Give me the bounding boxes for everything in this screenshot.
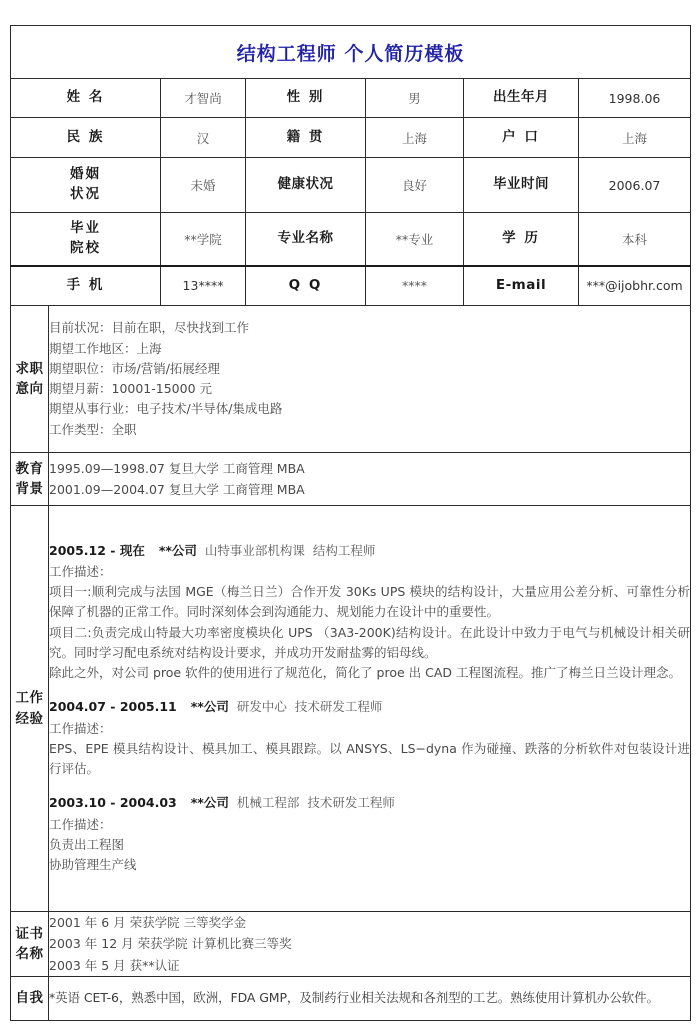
section-label-certificates [11,912,49,977]
field-label-school-line2: 院校 [70,239,101,256]
experience-spacer [49,685,690,696]
section-self-evaluation [11,977,691,1021]
field-label-name: 姓 名 [11,79,161,118]
experience-period: 2005.12 - 现在 [49,542,145,558]
experience-paragraph: 项目二:负责完成山特最大功率密度模块化 UPS （3A3-200K)结构设计。在此设计中致力于电气与机械设计相关研究。同时学习配电系统对结构设计要求，并成功开发耐盐雾的铝母线。 [49,624,691,660]
section-job-intention [11,306,691,453]
section-label-education [11,453,49,506]
experience-period: 2003.10 - 2004.03 [49,795,177,811]
field-label-ethnicity: 民 族 [11,118,161,158]
section-label-self-evaluation: 自我 [11,977,49,1021]
self-evaluation-text: *英语 CET-6，熟悉中国，欧洲，FDA GMP，及制药行业相关法规和各剂型的工艺。熟练使用计算机办公软件。 [49,990,659,1006]
field-value-health[interactable]: 良好 [366,158,464,213]
experience-position: 技术研发工程师 [307,795,395,811]
section-label-experience-line2: 经验 [15,710,44,727]
table-row-school [11,213,691,266]
experience-entry-header [49,696,690,717]
field-label-degree: 学 历 [464,213,579,266]
field-label-school [11,213,161,266]
title-row [11,26,691,79]
section-education [11,453,691,506]
field-label-phone: 手 机 [11,266,161,306]
field-value-origin[interactable]: 上海 [366,118,464,158]
section-label-certificates-line1: 证书 [15,925,44,942]
experience-company: **公司 [158,542,197,558]
section-body-education [49,453,691,506]
certificate-entry: 2001 年 6 月 荣获学院 三等奖学金 [49,915,247,931]
field-label-major: 专业名称 [246,213,366,266]
field-label-marital-line1: 婚姻 [70,166,101,183]
section-label-experience [11,506,49,912]
experience-department: 山特事业部机构课 [204,542,305,558]
field-label-marital-line2: 状况 [70,186,101,202]
section-body-job-intention [49,306,691,453]
section-body-certificates [49,912,691,977]
experience-period: 2004.07 - 2005.11 [49,699,177,715]
field-label-email: E-mail [464,266,579,306]
job-intention-line: 工作类型：全职 [49,421,137,437]
field-value-graduation-date[interactable]: 2006.07 [579,158,691,213]
field-label-graduation-date: 毕业时间 [464,158,579,213]
section-certificates [11,912,691,977]
education-entry: 1995.09—1998.07 复旦大学 工商管理 MBA [49,460,305,476]
certificate-entry: 2003 年 5 月 获**认证 [49,957,180,973]
field-value-ethnicity[interactable]: 汉 [161,118,246,158]
certificate-entry: 2003 年 12 月 荣获学院 计算机比赛三等奖 [49,936,292,952]
table-row-ethnicity [11,118,691,158]
experience-position: 技术研发工程师 [294,699,383,715]
section-label-job-intention-line1: 求职 [15,360,44,377]
field-value-gender[interactable]: 男 [366,79,464,118]
experience-desc-label: 工作描述： [49,720,112,736]
experience-entry [49,792,690,875]
education-entry: 2001.09—2004.07 复旦大学 工商管理 MBA [49,482,305,497]
experience-company: **公司 [190,699,229,715]
table-row-name [11,79,691,118]
experience-paragraph: 协助管理生产线 [49,857,137,873]
experience-spacer [49,781,690,792]
experience-department: 研发中心 [236,699,287,715]
field-value-major[interactable]: **专业 [366,213,464,266]
table-row-contact [11,266,691,306]
field-label-school-line1: 毕业 [70,220,101,237]
field-value-marital[interactable]: 未婚 [161,158,246,213]
field-label-birthdate: 出生年月 [464,79,579,118]
experience-paragraph: 项目一:顺利完成与法国 MGE（梅兰日兰）合作开发 30Ks UPS 模块的结构设计，大量应用公差分析、可靠性分析保障了机器的正常工作。同时深刻体会到沟通能力、规划能力在设计中的重要性。 [49,584,691,620]
field-label-qq: Q Q [246,266,366,306]
section-experience [11,506,691,912]
field-value-email[interactable]: ***@ijobhr.com [579,266,691,306]
resume-table [10,25,691,1021]
table-row-marital [11,158,691,213]
section-label-job-intention [11,306,49,453]
experience-entry [49,540,690,684]
experience-entry-header [49,792,690,813]
page-title [11,26,691,79]
field-value-degree[interactable]: 本科 [579,213,691,266]
section-label-job-intention-line2: 意向 [15,381,44,397]
field-label-origin: 籍 贯 [246,118,366,158]
field-value-phone[interactable]: 13**** [161,266,246,306]
experience-position: 结构工程师 [312,542,376,558]
experience-desc-label: 工作描述： [49,563,112,579]
experience-paragraph: 负责出工程图 [49,836,125,852]
section-label-certificates-line2: 名称 [15,946,44,962]
experience-entry-header [49,540,690,561]
experience-department: 机械工程部 [236,795,300,811]
section-label-education-line2: 背景 [15,481,44,497]
field-label-marital [11,158,161,213]
field-value-name[interactable]: 才智尚 [161,79,246,118]
field-value-school[interactable]: **学院 [161,213,246,266]
experience-entry [49,696,690,779]
field-label-gender: 性 别 [246,79,366,118]
field-value-qq[interactable]: **** [366,266,464,306]
field-label-health: 健康状况 [246,158,366,213]
job-intention-line: 期望月薪：10001-15000 元 [49,381,213,396]
job-intention-line: 期望工作地区：上海 [49,340,162,356]
field-label-residence: 户 口 [464,118,579,158]
section-label-education-line1: 教育 [15,460,44,477]
section-body-experience [49,506,691,912]
field-value-birthdate[interactable]: 1998.06 [579,79,691,118]
experience-paragraph: 除此之外，对公司 proe 软件的使用进行了规范化，简化了 proe 出 CAD 工程图流程。推广了梅兰日兰设计理念。 [49,665,682,681]
job-intention-line: 目前状况：目前在职，尽快找到工作 [49,320,250,336]
job-intention-line: 期望从事行业：电子技术/半导体/集成电路 [49,401,283,417]
section-label-experience-line1: 工作 [15,690,44,707]
experience-desc-label: 工作描述： [49,816,112,832]
experience-company: **公司 [190,795,229,811]
field-value-residence[interactable]: 上海 [579,118,691,158]
job-intention-line: 期望职位：市场/营销/拓展经理 [49,360,220,376]
experience-paragraph: EPS、EPE 模具结构设计、模具加工、模具跟踪。以 ANSYS、LS−dyna 作为碰撞、跌落的分析软件对包装设计进行评估。 [49,740,691,777]
section-body-self-evaluation [49,977,691,1021]
page-title-text: 结构工程师 个人简历模板 [236,42,465,65]
